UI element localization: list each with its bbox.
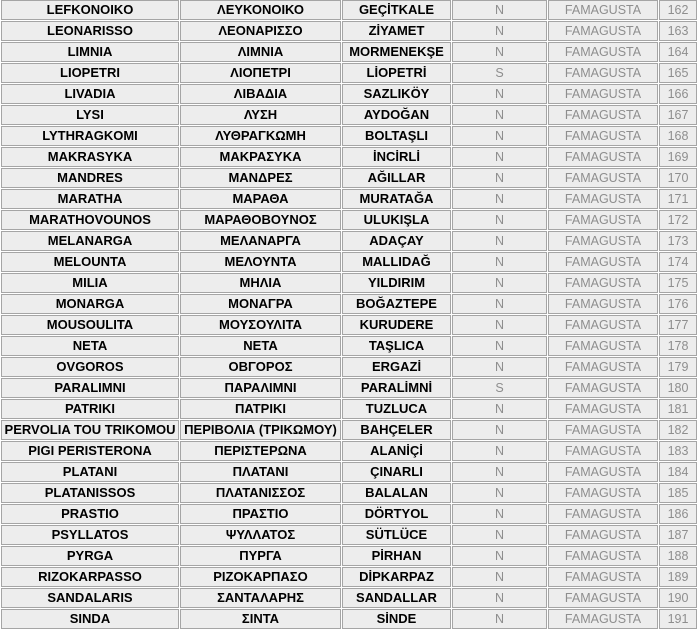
table-row	[1, 42, 697, 62]
cell-ns-flag: S	[452, 378, 547, 398]
table-row	[1, 525, 697, 545]
cell-turkish-name: SAZLIKÖY	[342, 84, 451, 104]
cell-ns-flag: N	[452, 336, 547, 356]
cell-latin-name: PRASTIO	[1, 504, 179, 524]
cell-row-number: 190	[659, 588, 697, 608]
cell-ns-flag: N	[452, 84, 547, 104]
cell-row-number: 185	[659, 483, 697, 503]
cell-ns-flag: N	[452, 189, 547, 209]
cell-row-number: 168	[659, 126, 697, 146]
table-row	[1, 294, 697, 314]
cell-latin-name: SANDALARIS	[1, 588, 179, 608]
cell-district: FAMAGUSTA	[548, 252, 658, 272]
cell-greek-name: ΣΙΝΤΑ	[180, 609, 341, 629]
cell-latin-name: MELANARGA	[1, 231, 179, 251]
cell-greek-name: ΠΑΤΡΙΚΙ	[180, 399, 341, 419]
cell-district: FAMAGUSTA	[548, 357, 658, 377]
table-row	[1, 105, 697, 125]
cell-district: FAMAGUSTA	[548, 84, 658, 104]
cell-greek-name: ΨΥΛΛΑΤΟΣ	[180, 525, 341, 545]
cell-latin-name: MAKRASYKA	[1, 147, 179, 167]
cell-turkish-name: BALALAN	[342, 483, 451, 503]
table-row	[1, 231, 697, 251]
cell-greek-name: ΜΗΛΙΑ	[180, 273, 341, 293]
cell-district: FAMAGUSTA	[548, 525, 658, 545]
cell-turkish-name: MORMENEKŞE	[342, 42, 451, 62]
cell-district: FAMAGUSTA	[548, 231, 658, 251]
cell-ns-flag: N	[452, 462, 547, 482]
cell-district: FAMAGUSTA	[548, 210, 658, 230]
table-row	[1, 420, 697, 440]
cell-ns-flag: N	[452, 126, 547, 146]
cell-ns-flag: N	[452, 315, 547, 335]
cell-ns-flag: N	[452, 567, 547, 587]
cell-ns-flag: N	[452, 546, 547, 566]
cell-row-number: 167	[659, 105, 697, 125]
cell-ns-flag: N	[452, 588, 547, 608]
cell-district: FAMAGUSTA	[548, 462, 658, 482]
cell-greek-name: ΠΛΑΤΑΝΙ	[180, 462, 341, 482]
cell-turkish-name: KURUDERE	[342, 315, 451, 335]
cell-row-number: 173	[659, 231, 697, 251]
cell-turkish-name: BAHÇELER	[342, 420, 451, 440]
cell-row-number: 177	[659, 315, 697, 335]
cell-latin-name: SINDA	[1, 609, 179, 629]
cell-greek-name: ΛΙΟΠΕΤΡΙ	[180, 63, 341, 83]
table-row	[1, 252, 697, 272]
cell-latin-name: LYSI	[1, 105, 179, 125]
cell-greek-name: ΡΙΖΟΚΑΡΠΑΣΟ	[180, 567, 341, 587]
cell-turkish-name: MALLIDAĞ	[342, 252, 451, 272]
table-row	[1, 462, 697, 482]
cell-district: FAMAGUSTA	[548, 504, 658, 524]
table-row	[1, 0, 697, 20]
cell-turkish-name: TAŞLICA	[342, 336, 451, 356]
cell-latin-name: LIVADIA	[1, 84, 179, 104]
cell-latin-name: PARALIMNI	[1, 378, 179, 398]
cell-ns-flag: N	[452, 357, 547, 377]
cell-ns-flag: N	[452, 42, 547, 62]
cell-turkish-name: ERGAZİ	[342, 357, 451, 377]
cell-district: FAMAGUSTA	[548, 105, 658, 125]
cell-latin-name: PATRIKI	[1, 399, 179, 419]
table-row	[1, 336, 697, 356]
cell-row-number: 165	[659, 63, 697, 83]
cell-greek-name: ΜΑΝΔΡΕΣ	[180, 168, 341, 188]
table-row	[1, 273, 697, 293]
cell-latin-name: LYTHRAGKOMI	[1, 126, 179, 146]
cell-greek-name: ΜΕΛΑΝΑΡΓΑ	[180, 231, 341, 251]
cell-turkish-name: ALANİÇİ	[342, 441, 451, 461]
cell-latin-name: OVGOROS	[1, 357, 179, 377]
cell-district: FAMAGUSTA	[548, 315, 658, 335]
cell-turkish-name: AĞILLAR	[342, 168, 451, 188]
cell-latin-name: PSYLLATOS	[1, 525, 179, 545]
cell-greek-name: ΜΑΡΑΘΟΒΟΥΝΟΣ	[180, 210, 341, 230]
cell-row-number: 191	[659, 609, 697, 629]
cell-turkish-name: MURATAĞA	[342, 189, 451, 209]
cell-row-number: 176	[659, 294, 697, 314]
cell-greek-name: ΝΕΤΑ	[180, 336, 341, 356]
cell-turkish-name: ZİYAMET	[342, 21, 451, 41]
cell-district: FAMAGUSTA	[548, 609, 658, 629]
cell-turkish-name: SİNDE	[342, 609, 451, 629]
cell-latin-name: MOUSOULITA	[1, 315, 179, 335]
cell-latin-name: PERVOLIA TOU TRIKOMOU	[1, 420, 179, 440]
cell-district: FAMAGUSTA	[548, 0, 658, 20]
cell-latin-name: MANDRES	[1, 168, 179, 188]
cell-district: FAMAGUSTA	[548, 189, 658, 209]
cell-district: FAMAGUSTA	[548, 399, 658, 419]
cell-district: FAMAGUSTA	[548, 588, 658, 608]
cell-latin-name: RIZOKARPASSO	[1, 567, 179, 587]
cell-row-number: 188	[659, 546, 697, 566]
cell-row-number: 183	[659, 441, 697, 461]
cell-ns-flag: N	[452, 441, 547, 461]
table-row	[1, 63, 697, 83]
cell-district: FAMAGUSTA	[548, 567, 658, 587]
cell-greek-name: ΠΕΡΙΒΟΛΙΑ (ΤΡΙΚΩΜΟΥ)	[180, 420, 341, 440]
cell-ns-flag: N	[452, 504, 547, 524]
cell-greek-name: ΠΡΑΣΤΙΟ	[180, 504, 341, 524]
table-row	[1, 399, 697, 419]
table-row	[1, 189, 697, 209]
cell-greek-name: ΛΥΣΗ	[180, 105, 341, 125]
cell-turkish-name: SANDALLAR	[342, 588, 451, 608]
cell-turkish-name: PARALİMNİ	[342, 378, 451, 398]
cell-row-number: 166	[659, 84, 697, 104]
cell-ns-flag: S	[452, 63, 547, 83]
cell-latin-name: MILIA	[1, 273, 179, 293]
cell-district: FAMAGUSTA	[548, 483, 658, 503]
cell-greek-name: ΜΕΛΟΥΝΤΑ	[180, 252, 341, 272]
cell-row-number: 163	[659, 21, 697, 41]
cell-district: FAMAGUSTA	[548, 63, 658, 83]
table-row	[1, 147, 697, 167]
table-row	[1, 609, 697, 629]
cell-ns-flag: N	[452, 273, 547, 293]
cell-greek-name: ΠΛΑΤΑΝΙΣΣΟΣ	[180, 483, 341, 503]
table-row	[1, 84, 697, 104]
cell-latin-name: PYRGA	[1, 546, 179, 566]
cell-greek-name: ΜΟΥΣΟΥΛΙΤΑ	[180, 315, 341, 335]
cell-turkish-name: BOĞAZTEPE	[342, 294, 451, 314]
cell-latin-name: PLATANISSOS	[1, 483, 179, 503]
cell-greek-name: ΠΑΡΑΛΙΜΝΙ	[180, 378, 341, 398]
cell-row-number: 169	[659, 147, 697, 167]
cell-ns-flag: N	[452, 609, 547, 629]
cell-latin-name: MARATHA	[1, 189, 179, 209]
table-body	[1, 0, 697, 629]
cell-ns-flag: N	[452, 210, 547, 230]
cell-ns-flag: N	[452, 483, 547, 503]
cell-district: FAMAGUSTA	[548, 420, 658, 440]
cell-district: FAMAGUSTA	[548, 273, 658, 293]
cell-greek-name: ΜΑΡΑΘΑ	[180, 189, 341, 209]
cell-row-number: 184	[659, 462, 697, 482]
cell-row-number: 179	[659, 357, 697, 377]
table-row	[1, 546, 697, 566]
cell-row-number: 186	[659, 504, 697, 524]
cell-ns-flag: N	[452, 231, 547, 251]
cell-greek-name: ΜΑΚΡΑΣΥΚΑ	[180, 147, 341, 167]
cell-turkish-name: TUZLUCA	[342, 399, 451, 419]
cell-turkish-name: ÇINARLI	[342, 462, 451, 482]
cell-latin-name: LIMNIA	[1, 42, 179, 62]
cell-greek-name: ΛΕΥΚΟΝΟΙΚΟ	[180, 0, 341, 20]
cell-row-number: 162	[659, 0, 697, 20]
cell-greek-name: ΛΙΜΝΙΑ	[180, 42, 341, 62]
cell-row-number: 172	[659, 210, 697, 230]
table-row	[1, 378, 697, 398]
cell-row-number: 187	[659, 525, 697, 545]
table-row	[1, 588, 697, 608]
cell-row-number: 164	[659, 42, 697, 62]
cell-latin-name: PIGI PERISTERONA	[1, 441, 179, 461]
cell-district: FAMAGUSTA	[548, 147, 658, 167]
cell-ns-flag: N	[452, 0, 547, 20]
cell-row-number: 182	[659, 420, 697, 440]
cell-row-number: 175	[659, 273, 697, 293]
cell-row-number: 180	[659, 378, 697, 398]
cell-row-number: 170	[659, 168, 697, 188]
cell-row-number: 171	[659, 189, 697, 209]
cell-district: FAMAGUSTA	[548, 126, 658, 146]
cell-row-number: 174	[659, 252, 697, 272]
cell-ns-flag: N	[452, 399, 547, 419]
cell-turkish-name: DİPKARPAZ	[342, 567, 451, 587]
cell-turkish-name: SÜTLÜCE	[342, 525, 451, 545]
cell-district: FAMAGUSTA	[548, 441, 658, 461]
cell-turkish-name: BOLTAŞLI	[342, 126, 451, 146]
cell-row-number: 189	[659, 567, 697, 587]
cell-row-number: 178	[659, 336, 697, 356]
cell-latin-name: MELOUNTA	[1, 252, 179, 272]
table-row	[1, 21, 697, 41]
cell-greek-name: ΛΙΒΑΔΙΑ	[180, 84, 341, 104]
cell-ns-flag: N	[452, 168, 547, 188]
cell-turkish-name: İNCİRLİ	[342, 147, 451, 167]
cell-district: FAMAGUSTA	[548, 42, 658, 62]
table-row	[1, 441, 697, 461]
cell-latin-name: NETA	[1, 336, 179, 356]
table-row	[1, 168, 697, 188]
table-row	[1, 357, 697, 377]
cell-turkish-name: DÖRTYOL	[342, 504, 451, 524]
cell-ns-flag: N	[452, 294, 547, 314]
cell-ns-flag: N	[452, 252, 547, 272]
table-row	[1, 210, 697, 230]
cell-greek-name: ΛΥΘΡΑΓΚΩΜΗ	[180, 126, 341, 146]
table-row	[1, 126, 697, 146]
cell-turkish-name: LİOPETRİ	[342, 63, 451, 83]
table-row	[1, 567, 697, 587]
cell-greek-name: ΠΕΡΙΣΤΕΡΩΝΑ	[180, 441, 341, 461]
cell-turkish-name: GEÇİTKALE	[342, 0, 451, 20]
cell-greek-name: ΠΥΡΓΑ	[180, 546, 341, 566]
cell-district: FAMAGUSTA	[548, 546, 658, 566]
cell-district: FAMAGUSTA	[548, 378, 658, 398]
cell-district: FAMAGUSTA	[548, 336, 658, 356]
cell-district: FAMAGUSTA	[548, 294, 658, 314]
cell-row-number: 181	[659, 399, 697, 419]
table-row	[1, 315, 697, 335]
table-row	[1, 504, 697, 524]
cell-latin-name: LEONARISSO	[1, 21, 179, 41]
cell-greek-name: ΣΑΝΤΑΛΑΡΗΣ	[180, 588, 341, 608]
cell-district: FAMAGUSTA	[548, 21, 658, 41]
cell-turkish-name: YILDIRIM	[342, 273, 451, 293]
cell-ns-flag: N	[452, 420, 547, 440]
cell-greek-name: ΟΒΓΟΡΟΣ	[180, 357, 341, 377]
cell-ns-flag: N	[452, 21, 547, 41]
cell-ns-flag: N	[452, 525, 547, 545]
cell-latin-name: LEFKONOIKO	[1, 0, 179, 20]
cell-greek-name: ΜΟΝΑΓΡΑ	[180, 294, 341, 314]
cell-turkish-name: PİRHAN	[342, 546, 451, 566]
cell-turkish-name: AYDOĞAN	[342, 105, 451, 125]
cell-ns-flag: N	[452, 105, 547, 125]
table-row	[1, 483, 697, 503]
cell-latin-name: LIOPETRI	[1, 63, 179, 83]
cell-district: FAMAGUSTA	[548, 168, 658, 188]
cell-ns-flag: N	[452, 147, 547, 167]
cell-turkish-name: ULUKIŞLA	[342, 210, 451, 230]
cell-greek-name: ΛΕΟΝΑΡΙΣΣΟ	[180, 21, 341, 41]
cell-latin-name: MONARGA	[1, 294, 179, 314]
cell-turkish-name: ADAÇAY	[342, 231, 451, 251]
cell-latin-name: PLATANI	[1, 462, 179, 482]
cell-latin-name: MARATHOVOUNOS	[1, 210, 179, 230]
